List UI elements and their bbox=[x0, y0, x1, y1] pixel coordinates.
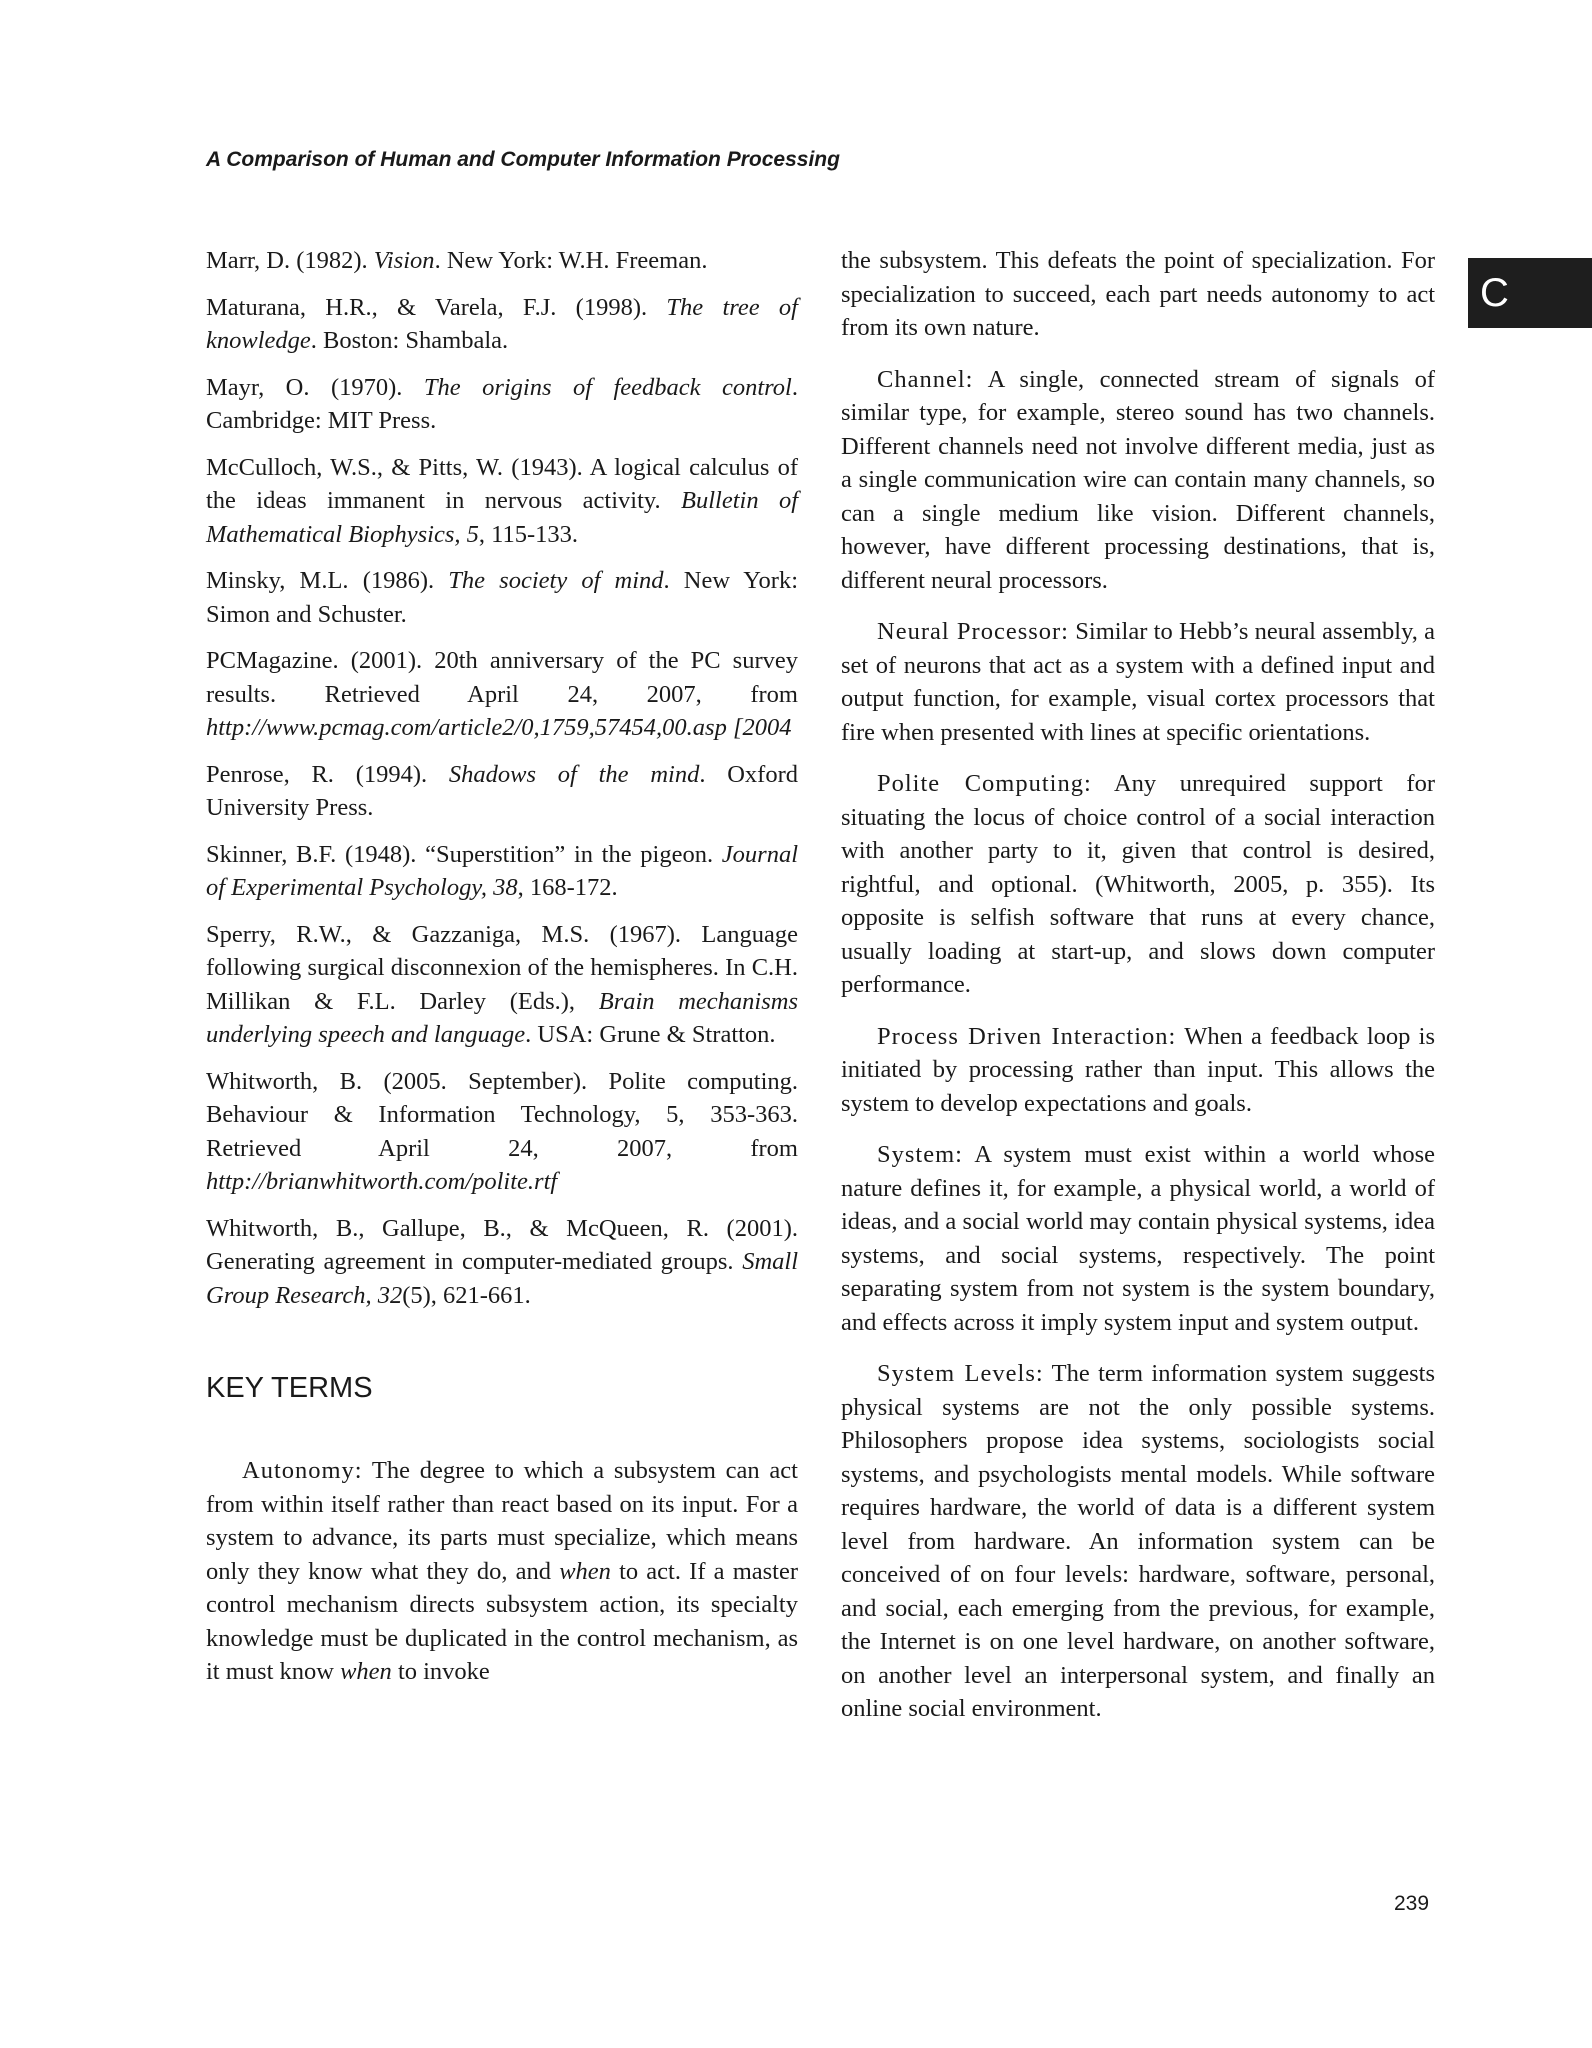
reference-entry: Mayr, O. (1970). The origins of feedback control. Cambridge: MIT Press. bbox=[206, 373, 798, 434]
term-name: Process Driven Interaction: bbox=[877, 1022, 1177, 1050]
reference-entry: Whitworth, B., Gallupe, B., & McQueen, R. (2001). Generating agreement in computer-mediated groups. Small Group Research, 32(5), 621-661. bbox=[206, 1214, 798, 1309]
term-name: Neural Processor: bbox=[877, 618, 1069, 645]
reference-entry: Maturana, H.R., & Varela, F.J. (1998). The tree of knowledge. Boston: Shambala. bbox=[206, 293, 798, 354]
running-head: A Comparison of Human and Computer Information Processing bbox=[206, 148, 840, 171]
key-term-autonomy: Autonomy: The degree to which a subsystem can act from within itself rather than react based on its input. For a system to advance, its parts must specialize, which means only they know what they do, and when to act. If a master control mechanism directs subsystem action, its specialty knowledge must be duplicated in the control mechanism, as it must know when to invoke bbox=[206, 1457, 798, 1685]
term-name: Channel: bbox=[877, 365, 974, 393]
page-number: 239 bbox=[1394, 1892, 1430, 1915]
key-term-polite-computing: Polite Computing: Any unrequired support for situating the locus of choice control of a social interaction with another party to it, given that control is desired, rightful, and optional. (Whitworth, 2005, p. 355). Its opposite is selfish software that runs at every chance, usually loading at start-up, and slows down computer performance. bbox=[841, 770, 1435, 998]
key-term-process-driven-interaction: Process Driven Interaction: When a feedback loop is initiated by processing rather than input. This allows the system to develop expectations and goals. bbox=[841, 1022, 1436, 1117]
key-term-autonomy-continued: the subsystem. This defeats the point of specialization. For specialization to succeed, each part needs autonomy to act from its own nature. bbox=[841, 247, 1435, 341]
reference-entry: Marr, D. (1982). Vision. New York: W.H. Freeman. bbox=[206, 247, 708, 274]
key-term-system: System: A system must exist within a world whose nature defines it, for example, a physical world, a world of ideas, and a social world may contain physical systems, idea systems, and social systems, respectively. The point separating system from not system is the system boundary, and effects across it imply system input and system output. bbox=[841, 1141, 1435, 1336]
reference-entry: Minsky, M.L. (1986). The society of mind. New York: Simon and Schuster. bbox=[206, 567, 798, 628]
key-terms-heading: KEY TERMS bbox=[206, 1372, 373, 1404]
section-tab: C bbox=[1468, 258, 1592, 328]
key-term-channel: Channel: A single, connected stream of signals of similar type, for example, stereo sound has two channels. Different channels need not involve different media, just as a single communication wire can contain many channels, so can a single medium like vision. Different channels, however, have different processing destinations, that is, different neural processors. bbox=[841, 365, 1435, 594]
term-name: System Levels: bbox=[877, 1360, 1044, 1387]
reference-entry: Whitworth, B. (2005. September). Polite computing. Behaviour & Information Technology, 5, 353-363. Retrieved April 24, 2007, from http://brianwhitworth.com/polite.rtf bbox=[206, 1067, 798, 1195]
term-name: System: bbox=[877, 1141, 963, 1168]
right-column bbox=[841, 244, 1435, 1744]
reference-entry: Penrose, R. (1994). Shadows of the mind. Oxford University Press. bbox=[206, 760, 798, 821]
reference-entry: Sperry, R.W., & Gazzaniga, M.S. (1967). Language following surgical disconnexion of the hemispheres. In C.H. Millikan & F.L. Darley (Eds.), Brain mechanisms underlying speech and language. USA: Grune & Stratton. bbox=[206, 920, 798, 1048]
reference-entry: Skinner, B.F. (1948). “Superstition” in the pigeon. Journal of Experimental Psychology, 38, 168-172. bbox=[206, 840, 798, 901]
term-name: Polite Computing: bbox=[877, 770, 1092, 797]
term-name: Autonomy: bbox=[242, 1457, 363, 1484]
left-column bbox=[206, 244, 798, 1707]
key-term-system-levels: System Levels: The term information system suggests physical systems are not the only possible systems. Philosophers propose idea systems, sociologists social systems, and psychologists mental models. While software requires hardware, the world of data is a different system level from hardware. An information system can be conceived of on four levels: hardware, software, personal, and social, each emerging from the previous, for example, the Internet is on one level hardware, on another software, on another level an interpersonal system, and finally an online social environment. bbox=[841, 1360, 1435, 1722]
reference-entry: PCMagazine. (2001). 20th anniversary of the PC survey results. Retrieved April 24, 2007, from http://www.pcmag.com/article2/0,1759,57454,00.asp [2004 bbox=[206, 647, 798, 741]
reference-entry: McCulloch, W.S., & Pitts, W. (1943). A logical calculus of the ideas immanent in nervous activity. Bulletin of Mathematical Biophysics, 5, 115-133. bbox=[206, 453, 798, 548]
key-term-neural-processor: Neural Processor: Similar to Hebb’s neural assembly, a set of neurons that act as a system with a defined input and output function, for example, visual cortex processors that fire when presented with lines at specific orientations. bbox=[841, 618, 1435, 746]
